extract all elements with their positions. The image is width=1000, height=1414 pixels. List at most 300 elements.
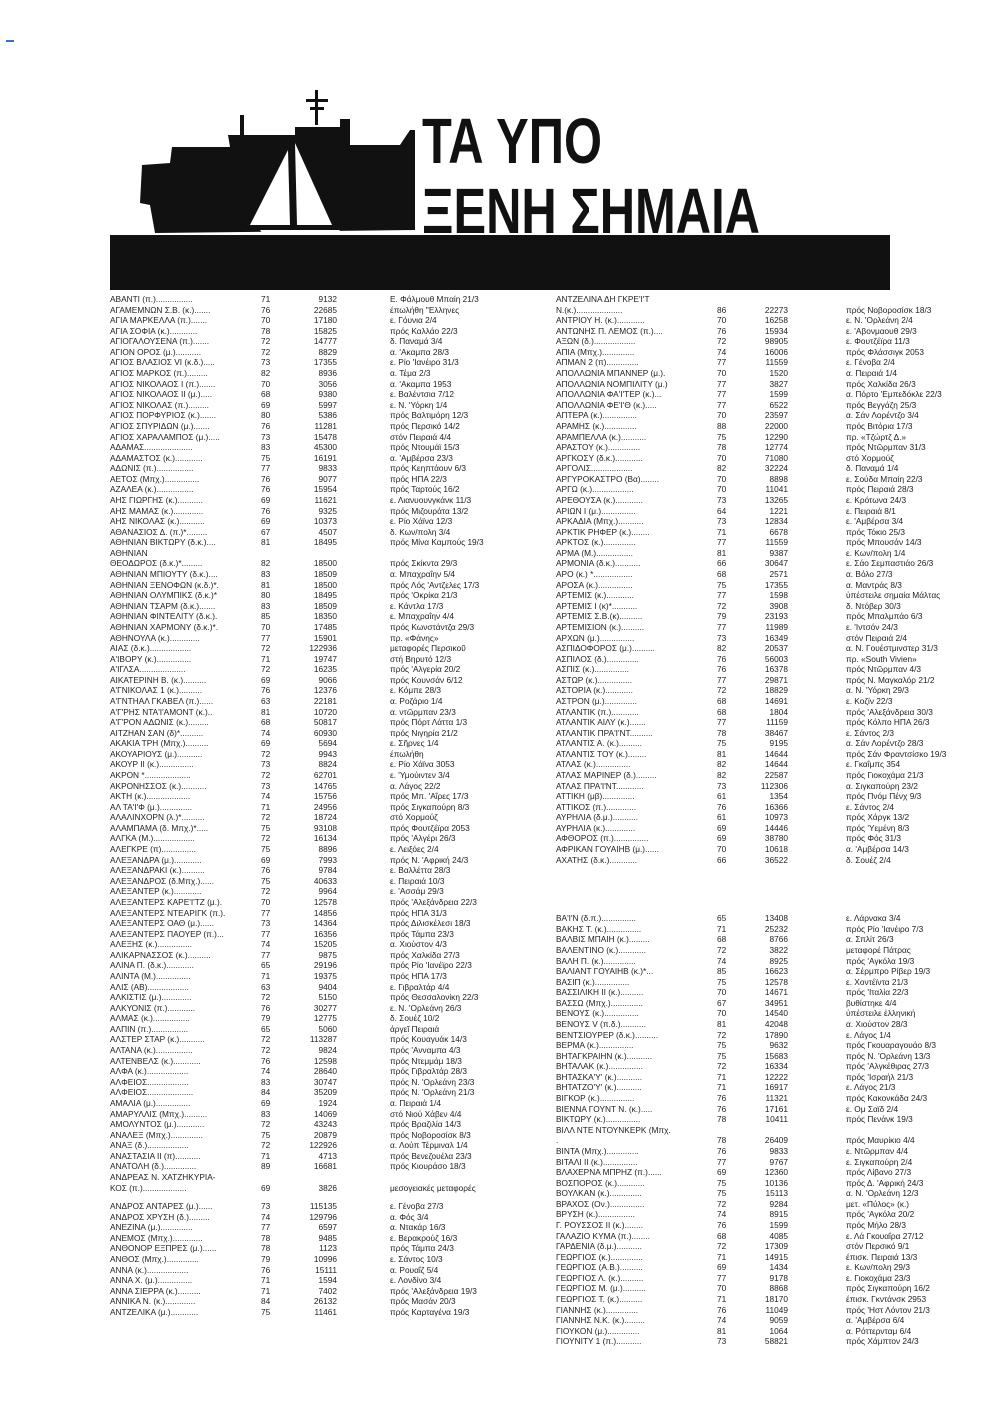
- tonnage: 17355: [764, 579, 788, 590]
- ship-name: ΑΛΑΜΠΑΜΑ (δ. Μπχ.)*.....: [110, 822, 209, 833]
- ship-status: πρός Ντῶρμπαν 4/3: [846, 664, 922, 675]
- tonnage: 11049: [765, 1304, 788, 1315]
- build-year: 70: [717, 473, 727, 484]
- build-year: 79: [261, 1254, 271, 1265]
- build-year: 77: [261, 928, 271, 939]
- ship-name: ΑΣΤΡΟΝ (μ.)..............: [556, 695, 637, 706]
- ship-row: [556, 812, 910, 823]
- ship-status: στό Νιού Χάβεν 4/4: [390, 1108, 462, 1119]
- ship-row: [556, 717, 930, 728]
- ship-status: ε. Βαλέντσια 7/12: [390, 389, 455, 400]
- ship-name: ΒΗΤΑΓΚΡΑΙΗΝ (κ.)...........: [556, 1050, 652, 1061]
- ship-row: [556, 727, 894, 739]
- tonnage: 3908: [769, 600, 788, 611]
- build-year: 78: [717, 1114, 727, 1125]
- ship-status: α. Χιούστον 4/3: [390, 939, 447, 950]
- ship-name: ΑΓΙΟΣ ΜΑΡΚΟΣ (π.).........: [110, 368, 208, 379]
- tonnage: 6522: [769, 399, 788, 410]
- ship-row: [556, 1188, 919, 1199]
- tonnage: 38780: [764, 833, 788, 844]
- tonnage: 18495: [313, 590, 337, 601]
- ship-row: [110, 463, 550, 474]
- ship-row: [556, 934, 894, 945]
- ship-status: πρός Βενεζουέλα 23/3: [390, 1150, 472, 1161]
- tonnage: 30647: [764, 558, 788, 569]
- build-year: 82: [717, 463, 727, 474]
- ship-status: πρός Φλάσσιγκ 2053: [846, 346, 924, 357]
- ship-status: πρός Ν. Μαγκαλόρ 21/2: [846, 674, 935, 685]
- ship-status: στόν Πειραιά 4/4: [390, 431, 451, 442]
- build-year: 75: [261, 452, 271, 463]
- build-year: 83: [261, 569, 271, 580]
- ship-status: α. Ν. 'Υόρκη 29/3: [846, 685, 909, 696]
- ship-status: πρός Καλλάο 22/3: [390, 325, 458, 336]
- tonnage: 58821: [764, 1336, 788, 1347]
- build-year: 77: [261, 907, 271, 918]
- build-year: 76: [261, 1055, 271, 1066]
- ship-name: ΑΡΓΥΡΟΚΑΣΤΡΟ (Βα)........: [556, 473, 660, 484]
- ship-row: [110, 1201, 550, 1212]
- build-year: 75: [717, 976, 727, 987]
- ship-status: ε. Ομ Σαϊδ 2/4: [846, 1103, 899, 1114]
- ship-name: ΑΘΗΝΙΑΝ ΧΑΡΜΟΝΥ (δ.κ.)*.: [110, 621, 219, 632]
- ship-row: [556, 844, 909, 855]
- ship-row: [556, 558, 934, 569]
- ship-row: [110, 886, 550, 897]
- build-year: 78: [261, 1243, 271, 1254]
- build-year: 75: [717, 1050, 727, 1061]
- ship-status: α. Ντακάρ 16/3: [390, 1222, 446, 1233]
- build-year: 76: [261, 473, 271, 484]
- build-year: 71: [261, 1275, 271, 1286]
- build-year: 71: [261, 971, 271, 981]
- ship-status: α. Μπαχραΐην 5/4: [390, 569, 456, 580]
- ship-name: ΑΛΦΕΙΟΣ....................: [110, 1087, 194, 1098]
- ship-status: έπισκ. Πειραιά 13/3: [846, 1251, 918, 1262]
- ship-name: ΑΡΟΣΑ (κ.)...............: [556, 579, 633, 590]
- ship-name: ΘΕΟΔΩΡΟΣ (δ.κ.)*.........: [110, 558, 203, 569]
- ship-status: πρός Πνόμ Πένχ 9/3: [846, 791, 922, 802]
- build-year: 83: [261, 1108, 271, 1119]
- ship-status: ε. Ρίο 'Ιανέιρο 31/3: [390, 357, 459, 368]
- ship-row: [110, 802, 550, 813]
- ship-name: ΑΥΡΗΛΙΑ (κ.).............: [556, 822, 636, 833]
- ship-row: [556, 621, 898, 633]
- ship-row: [556, 770, 924, 781]
- tonnage: 8896: [318, 844, 337, 855]
- row-spacer: [556, 897, 890, 905]
- ship-status: ε. Φουτζέϊρα 11/3: [846, 336, 910, 347]
- build-year: 76: [261, 1264, 271, 1275]
- tonnage: 14644: [764, 759, 788, 770]
- ship-row: [556, 484, 914, 495]
- ship-name: ΑΛΕΞΑΝΤΕΡΣ ΚΑΡΕ'Ι'ΤΖ (μ.).: [110, 896, 223, 907]
- ship-name: ΑΛΚΥΟΝΙΣ (π.)............: [110, 1002, 196, 1013]
- build-year: 68: [261, 389, 271, 400]
- ship-row: [556, 1304, 930, 1316]
- ship-name: ΑΗΣ ΜΑΜΑΣ (κ.).............: [110, 505, 204, 516]
- ship-name: ΑΚΟΥΑΡΙΟΥΣ (μ.)...........: [110, 748, 203, 759]
- ship-name: ΑΡΙΩΝ Ι (μ.)...............: [556, 505, 636, 516]
- ship-row: [556, 569, 893, 580]
- build-year: 69: [261, 516, 271, 527]
- tonnage: 17485: [313, 621, 337, 632]
- ship-status: δ. Παναμά 3/4: [390, 336, 443, 347]
- tonnage: 22587: [764, 770, 788, 781]
- ship-name: ΑΛΤΕΝΒΕΛΣ (κ.)............: [110, 1055, 201, 1066]
- build-year: 63: [261, 981, 271, 992]
- ship-status: ε. Ν. 'Ορλεάνη 26/3: [390, 1002, 462, 1013]
- ship-name: ΒΕΝΟΥΣ V (π.δ.)...........: [556, 1019, 646, 1029]
- build-year: 81: [717, 547, 727, 558]
- ship-row: [110, 950, 550, 961]
- ship-row: [110, 908, 550, 919]
- tonnage: 16349: [764, 632, 788, 643]
- ship-name: ΑΤΛΑΣ ΠΡΑ'Ι'ΝΤ............: [556, 780, 644, 791]
- ship-row: [110, 294, 550, 305]
- ship-row: [556, 706, 933, 718]
- ship-name: ΑΓΙΟΣ ΝΙΚΟΛΑΟΣ ΙΙ (μ.).....: [110, 389, 213, 400]
- ship-status: πρός ΗΠΑ 17/3: [390, 971, 447, 981]
- ship-status: α. Σάν Λορέντζο 28/3: [846, 738, 924, 749]
- tonnage: 11321: [765, 1093, 788, 1104]
- ship-status: ὑπέστειλε ἑλληνική: [846, 1008, 916, 1019]
- ship-status: α. Πειραιά 1/4: [846, 368, 897, 379]
- build-year: 71: [717, 1071, 727, 1082]
- ship-name: ΑΠΟΛΛΩΝΙΑ ΦΕ'Ι'Θ (κ.).....: [556, 399, 657, 410]
- ship-status: ε. Κάντλα 17/3: [390, 600, 444, 611]
- build-year: 70: [717, 844, 727, 855]
- ship-row: [110, 400, 550, 411]
- ship-name: ΑΝΤΡΙΟΥ Η. (κ.)............: [556, 315, 645, 326]
- ship-row: [110, 1109, 550, 1120]
- build-year: 77: [261, 463, 271, 474]
- ship-status: ε. Ν. 'Υόρκη 1/4: [390, 399, 448, 410]
- build-year: 81: [261, 706, 271, 717]
- ship-row: [110, 516, 550, 527]
- ship-name: ΑΤΛΑΝΤΙΣ Α. (κ.)..........: [556, 738, 642, 749]
- ship-name: ΑΤΛΑΣ ΜΑΡΙΝΕΡ (δ.).........: [556, 770, 657, 781]
- ship-row: [110, 357, 550, 368]
- ship-row: [556, 855, 890, 866]
- ship-status: πρός Μίνα Καμπούς 19/3: [390, 537, 484, 548]
- build-year: 77: [717, 1156, 727, 1167]
- ship-name: ΑΤΛΑΝΤΙΚ ΠΡΑ'Ι'ΝΤ..........: [556, 727, 653, 738]
- tonnage: 9059: [769, 1315, 788, 1326]
- build-year: 73: [717, 632, 727, 643]
- ship-row: [110, 580, 550, 591]
- ship-status: α. Σάν Λορέντζο 3/4: [846, 410, 919, 421]
- ship-name: ΑΣΠΙΛΟΣ (δ.)..............: [556, 653, 639, 664]
- title-line1: ΤΑ ΥΠΟ: [422, 105, 602, 177]
- ship-name: ΑΝΝΙΚΑ Ν. (κ.).............: [110, 1296, 196, 1307]
- ship-status: πρ. «South Vivien»: [846, 653, 917, 664]
- tonnage: 9632: [769, 1040, 788, 1051]
- build-year: 72: [261, 1119, 271, 1130]
- ship-status: πρός Σάν Φραντσίσκο 19/3: [846, 748, 947, 759]
- build-year: 75: [717, 1188, 727, 1199]
- tonnage: 50817: [313, 717, 337, 728]
- build-year: 68: [717, 569, 727, 580]
- tonnage: 1804: [769, 706, 788, 717]
- ship-status: α. Τέμα 2/3: [390, 368, 431, 379]
- ship-name: ΓΕΩΡΓΙΟΣ (Α.Β.)..........: [556, 1262, 643, 1273]
- ship-status: πρός Κακονκάδα 24/3: [846, 1093, 928, 1104]
- ship-status: ε. Σούδα Μπαίη 22/3: [846, 473, 923, 484]
- ship-row: [110, 1034, 550, 1045]
- ship-row: [556, 833, 902, 844]
- build-year: 84: [261, 1296, 271, 1307]
- ship-row: [556, 944, 911, 956]
- ship-row: [556, 1167, 912, 1178]
- ship-status: ε. Πειραιά 8/1: [846, 505, 896, 516]
- ship-name: ΑΡΚΑΔΙΑ (Μπχ.)...........: [556, 516, 644, 527]
- ship-name: ΑΡΓΟΛΙΣ..................: [556, 463, 633, 474]
- build-year: 89: [261, 1161, 271, 1172]
- ship-row: [556, 1082, 896, 1093]
- tonnage: 9784: [318, 865, 337, 876]
- ship-name: ΑΝΝΑ ΣΙΕΡΡΑ (κ.)..........: [110, 1285, 201, 1296]
- build-year: 61: [717, 812, 727, 823]
- ship-status: πρός 'Ισραήλ 21/3: [846, 1071, 914, 1082]
- ship-name: ΑΛΤΑΝΑ (κ.)................: [110, 1045, 193, 1056]
- tonnage: 8829: [318, 346, 337, 357]
- ship-status: δ. Κων/πολη 3/4: [390, 526, 451, 537]
- ship-row: [110, 1087, 550, 1098]
- build-year: 76: [261, 304, 271, 315]
- tonnage: 17890: [764, 1029, 788, 1040]
- ship-name: Α'ΓΝΤΗΑΛ ΓΚΑΒΕΛ (π.)......: [110, 695, 214, 706]
- ship-status: πρός ΗΠΑ 22/3: [390, 473, 447, 484]
- build-year: 76: [261, 685, 271, 696]
- ship-status: ὑπέστειλε σημαία Μάλτας: [846, 590, 941, 601]
- ship-name: ΑΖΑΛΕΑ (κ.)................: [110, 484, 194, 495]
- ship-status: α. Πειραιά 1/4: [390, 1097, 441, 1108]
- build-year: 77: [261, 1222, 271, 1233]
- tonnage: 15934: [764, 325, 788, 336]
- ship-status: πρός Θεσσαλονίκη 22/3: [390, 992, 479, 1003]
- ship-row: [556, 1219, 906, 1231]
- ship-name: ΑΝΘΟΣ (Μπχ.)..............: [110, 1254, 199, 1265]
- tonnage: 8936: [318, 368, 337, 379]
- build-year: 84: [261, 1087, 271, 1098]
- build-year: 82: [261, 368, 271, 379]
- ship-name: ΒΑΛΗ Π. (κ.)..............: [556, 955, 636, 966]
- tonnage: 9824: [318, 1045, 337, 1056]
- ship-status: έπωλήθη "Ελληνες: [390, 304, 460, 315]
- ship-name: ΑΔΩΝΙΣ (π.)................: [110, 463, 194, 474]
- ship-name: ΑΤΛΑΣ (κ.)...............: [556, 759, 631, 770]
- build-year: 70: [717, 1008, 727, 1019]
- ship-name: ΑΔΑΜΑΣ.....................: [110, 442, 193, 453]
- build-year: 70: [717, 410, 727, 421]
- tonnage: 22685: [313, 304, 337, 315]
- ship-row: [556, 1125, 890, 1136]
- ship-name: ΚΟΣ (π.)...................: [110, 1182, 187, 1193]
- build-year: 76: [717, 325, 727, 336]
- build-year: 77: [717, 357, 727, 368]
- ship-status: πρός 'Αλγκέθιρας 27/3: [846, 1061, 930, 1072]
- ship-row: [110, 643, 550, 654]
- ship-status: πρός Λίβανο 27/3: [846, 1167, 912, 1178]
- ship-name: ΒΑΚΗΣ Τ. (κ.)...............: [556, 923, 642, 934]
- build-year: 69: [717, 1167, 727, 1178]
- ship-name: ΑΚΡΟΝ *....................: [110, 770, 191, 781]
- ship-name: ΒΟΥΛΚΑΝ (κ.)..............: [556, 1188, 642, 1199]
- ship-name: ΑΓΙΑ ΣΟΦΙΑ (κ.)............: [110, 325, 198, 336]
- ship-row: [556, 685, 909, 696]
- ship-row: [556, 1241, 910, 1252]
- tonnage: 1434: [769, 1262, 788, 1273]
- ship-list-column-1: [110, 294, 550, 1318]
- tonnage: 14644: [764, 748, 788, 759]
- ship-name: ΒΑΣΣΩ (Μπχ.)..............: [556, 997, 643, 1008]
- ship-row: [556, 600, 901, 612]
- ship-name: ΒΑΣΣΙΛΙΚΗ ΙΙ (κ.)..........: [556, 987, 644, 998]
- tonnage: 14446: [764, 822, 788, 833]
- tonnage: 23597: [764, 410, 788, 421]
- tonnage: 38467: [764, 727, 788, 738]
- ship-name: ΑΝΔΡΕΑΣ Ν. ΧΑΤΖΗΚΥΡΙΑ-: [110, 1171, 216, 1182]
- ship-name: ΑΛΠΙΝ (π.)................: [110, 1023, 189, 1034]
- ship-row: [556, 537, 922, 548]
- ship-status: δ. Σουέζ 2/4: [846, 854, 891, 865]
- ship-name: ΑΗΣ ΝΙΚΟΛΑΣ (κ.)...........: [110, 516, 205, 527]
- ship-status: α. Λάγος 22/2: [390, 780, 441, 791]
- ship-status: α. Ν. 'Ορλεάνη 12/3: [846, 1188, 919, 1199]
- ship-row: [110, 939, 550, 950]
- ship-status: πρός Μασάν 20/3: [390, 1296, 456, 1307]
- ship-name: ΒΑΛΕΝΤΙΝΟ (κ.)............: [556, 944, 646, 955]
- tonnage: 9943: [318, 748, 337, 759]
- tonnage: 32224: [764, 463, 788, 474]
- ship-status: ε. 'Υμούιντεν 3/4: [390, 770, 450, 781]
- ship-row: [110, 1286, 550, 1297]
- ship-row: [110, 1056, 550, 1067]
- ship-status: πρός 'Αλγερία 20/2: [390, 664, 461, 675]
- tonnage: 18170: [764, 1294, 788, 1305]
- ship-status: α. Ροζάριο 1/4: [390, 695, 443, 706]
- build-year: 76: [717, 653, 727, 664]
- build-year: 75: [717, 579, 727, 590]
- ship-row: [556, 389, 942, 400]
- ship-status: πρός Κουαγυάκ 14/3: [390, 1034, 467, 1045]
- ship-row: [110, 622, 550, 633]
- ship-row: [556, 674, 935, 686]
- ship-status: μεταφορές Περσικοῦ: [390, 643, 466, 654]
- build-year: 68: [717, 934, 727, 945]
- ship-name: ΑΠΟΛΛΩΝΙΑ ΦΑ'Ι'ΤΕΡ (κ.)...: [556, 389, 662, 400]
- build-year: 69: [717, 833, 727, 844]
- tonnage: 26409: [764, 1135, 788, 1146]
- build-year: 66: [717, 558, 727, 569]
- build-year: 82: [717, 643, 727, 654]
- ship-row: [110, 1161, 550, 1172]
- ship-status: πρός Κωνστάντζα 29/3: [390, 621, 475, 632]
- ship-status: πρός Ντουμάϊ 15/3: [390, 442, 460, 453]
- ship-status: πρός Νιγηρία 21/2: [390, 727, 458, 738]
- build-year: 68: [261, 717, 271, 728]
- ship-status: πρός Δ. 'Αφρική 24/3: [846, 1177, 924, 1188]
- build-year: 72: [717, 1198, 727, 1209]
- tonnage: 23193: [764, 611, 788, 622]
- tonnage: 11621: [314, 494, 337, 505]
- ship-status: ε. Λά Γκουαΐρα 27/12: [846, 1230, 924, 1241]
- ship-row: [110, 347, 550, 358]
- build-year: 74: [261, 1211, 271, 1222]
- ship-status: πρός 'Αλεξάνδρεια 22/3: [390, 896, 477, 907]
- ship-row: [556, 579, 902, 591]
- tonnage: 20537: [764, 643, 788, 654]
- ship-row: [556, 1177, 924, 1189]
- ship-name: ΑΜΑΡΥΛΛΙΣ (Μπχ.)..........: [110, 1108, 208, 1119]
- ship-status: πρός Γκουαραγουάο 8/3: [846, 1040, 936, 1051]
- ship-status: πρός 'Ιταλία 22/3: [846, 987, 909, 998]
- ship-name: ΒΗΤΑΛΑΚ (κ.)...............: [556, 1061, 643, 1072]
- ship-row: [556, 1283, 930, 1294]
- build-year: 83: [261, 1076, 271, 1087]
- tonnage: 4507: [318, 526, 337, 537]
- ship-name: ΑΘΑΝΑΣΙΟΣ Δ. (π.)*.........: [110, 526, 208, 537]
- tonnage: 7993: [318, 854, 337, 865]
- ship-row: [110, 1045, 550, 1056]
- ship-status: α. Πόρτο 'Εμπεδόκλε 22/3: [846, 389, 942, 400]
- ship-row: [556, 695, 893, 707]
- ship-name: ΓΕΩΡΓΙΟΣ (κ.)..............: [556, 1251, 643, 1262]
- ship-status: πρός Χάμπτον 24/3: [846, 1336, 919, 1347]
- build-year: 73: [261, 431, 271, 442]
- build-year: 77: [261, 949, 271, 960]
- ship-status: πρός Χαλκίδα 27/3: [390, 949, 460, 960]
- ship-name: ΑΚΤΗ (κ.)...................: [110, 791, 191, 802]
- ship-name: ΑΘΗΝΟΥΛΑ (κ.).............: [110, 632, 200, 643]
- ship-status: πρός Σκίκντα 29/3: [390, 558, 458, 569]
- ship-row: [556, 1251, 918, 1263]
- tonnage: 45300: [313, 442, 337, 453]
- ship-name: ΒΙΕΝΝΑ ΓΟΥΝΤ Ν. (κ.).....: [556, 1103, 653, 1114]
- tonnage: 113287: [309, 1034, 337, 1045]
- build-year: 74: [717, 1315, 727, 1326]
- build-year: 68: [717, 695, 727, 706]
- ship-status: ε. Ντῶρμπαν 4/4: [846, 1145, 908, 1156]
- ship-name: Γ. ΡΟΥΣΣΟΣ ΙΙ (κ.)........: [556, 1219, 644, 1230]
- tonnage: 36522: [764, 854, 788, 865]
- tonnage: 15111: [315, 1264, 337, 1275]
- tonnage: 5060: [318, 1023, 337, 1034]
- ship-row: [110, 812, 550, 823]
- ship-row: [556, 1145, 908, 1157]
- ship-row: [556, 547, 906, 559]
- tonnage: 9325: [318, 505, 337, 516]
- build-year: 71: [261, 801, 271, 812]
- ship-status: πρός Ν. 'Αφρική 24/3: [390, 854, 469, 865]
- tonnage: 16334: [764, 1061, 788, 1072]
- tonnage: 29196: [313, 960, 337, 971]
- ship-status: πρός Κουνσάν 6/12: [390, 674, 463, 685]
- ship-row: [556, 526, 906, 538]
- build-year: 74: [717, 955, 727, 966]
- tonnage: 14915: [764, 1251, 788, 1262]
- ship-row: [110, 781, 550, 792]
- build-year: 82: [717, 759, 727, 770]
- tonnage: 22000: [764, 420, 788, 431]
- build-year: 75: [717, 431, 727, 442]
- build-year: 74: [717, 1209, 727, 1220]
- ship-name: Α'ΙΒΟΡΥ (κ.)...............: [110, 653, 192, 664]
- tonnage: 30747: [313, 1076, 337, 1087]
- ship-row: [556, 494, 907, 506]
- build-year: 72: [717, 685, 727, 696]
